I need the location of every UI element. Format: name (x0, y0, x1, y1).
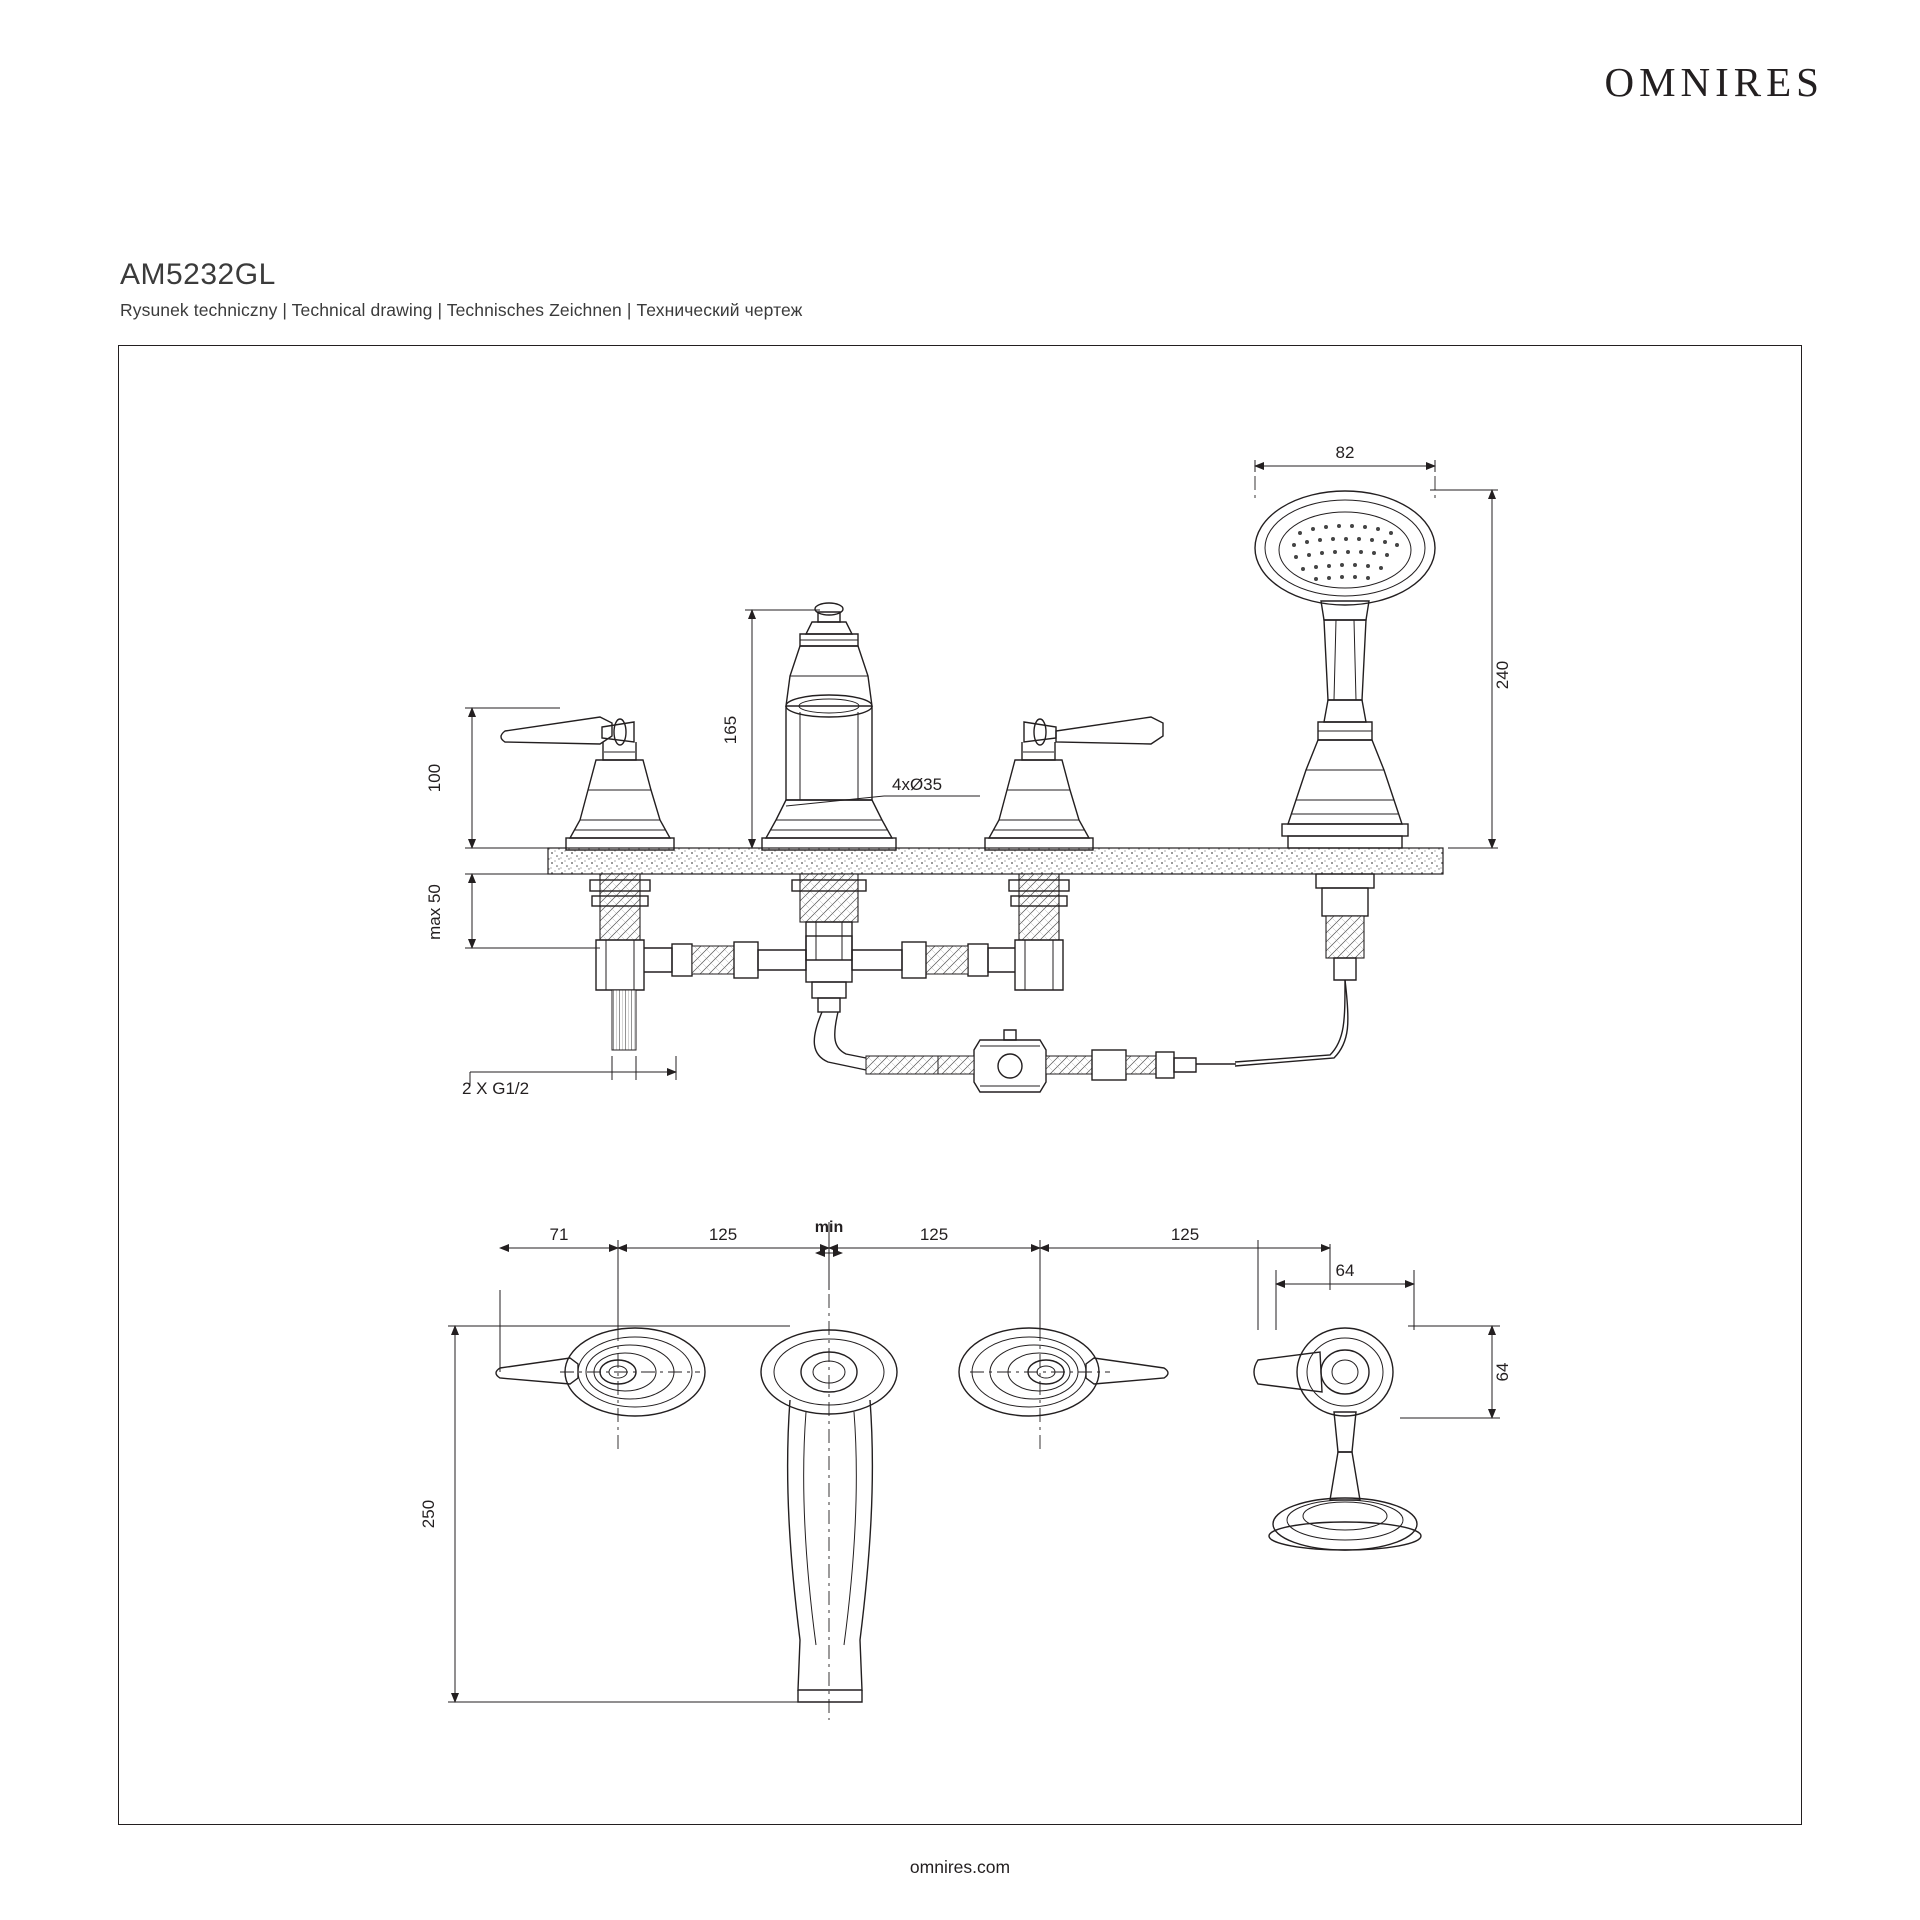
product-code: AM5232GL (120, 258, 276, 291)
deck-section (548, 848, 1443, 874)
dim-64-height-label: 64 (1493, 1362, 1512, 1382)
footer-url: omnires.com (909, 1857, 1011, 1877)
top-handshower (1254, 1328, 1421, 1550)
dim-71-label: 71 (549, 1225, 569, 1244)
top-right-handle (959, 1300, 1168, 1450)
dim-125-a-label: 125 (708, 1225, 738, 1244)
dim-max50-label: max 50 (425, 884, 444, 940)
dim-4x35 (786, 775, 980, 806)
dim-125-b (829, 1225, 1040, 1248)
dim-165-label: 165 (721, 715, 740, 745)
top-extension-lines (500, 1222, 1330, 1372)
top-left-handle (496, 1300, 705, 1450)
dim-64-height (1400, 1326, 1512, 1418)
dim-125-c (1040, 1225, 1330, 1248)
dim-250-label: 250 (419, 1499, 438, 1529)
dim-82-label: 82 (1335, 443, 1355, 462)
dim-240 (1430, 490, 1512, 848)
handshower-assembly (1235, 491, 1435, 1066)
dim-125-c-label: 125 (1170, 1225, 1200, 1244)
drawing-subtitle: Rysunek techniczny | Technical drawing | Technisches Zeichnen | Технический чертеж (120, 300, 803, 320)
dim-64-width (1276, 1261, 1414, 1330)
dim-4x35-label: 4xØ35 (892, 775, 943, 794)
dim-g12 (462, 1056, 676, 1098)
dim-100 (425, 708, 560, 848)
dim-64-width-label: 64 (1335, 1261, 1355, 1280)
dim-125-a (618, 1225, 829, 1248)
left-handle-assembly (501, 717, 674, 1050)
brand-logo: OMNIRES (1604, 59, 1824, 105)
top-spout (761, 1240, 897, 1720)
dim-240-label: 240 (1493, 660, 1512, 690)
dim-71 (500, 1225, 618, 1248)
spray-holes (1292, 524, 1399, 581)
dim-min-label: min (814, 1219, 844, 1236)
spout-assembly (762, 603, 896, 960)
below-deck-pipework (644, 936, 1236, 1092)
dim-max50 (425, 874, 600, 948)
dim-g12-label: 2 X G1/2 (462, 1079, 530, 1098)
dim-125-b-label: 125 (919, 1225, 949, 1244)
dim-100-label: 100 (425, 763, 444, 793)
